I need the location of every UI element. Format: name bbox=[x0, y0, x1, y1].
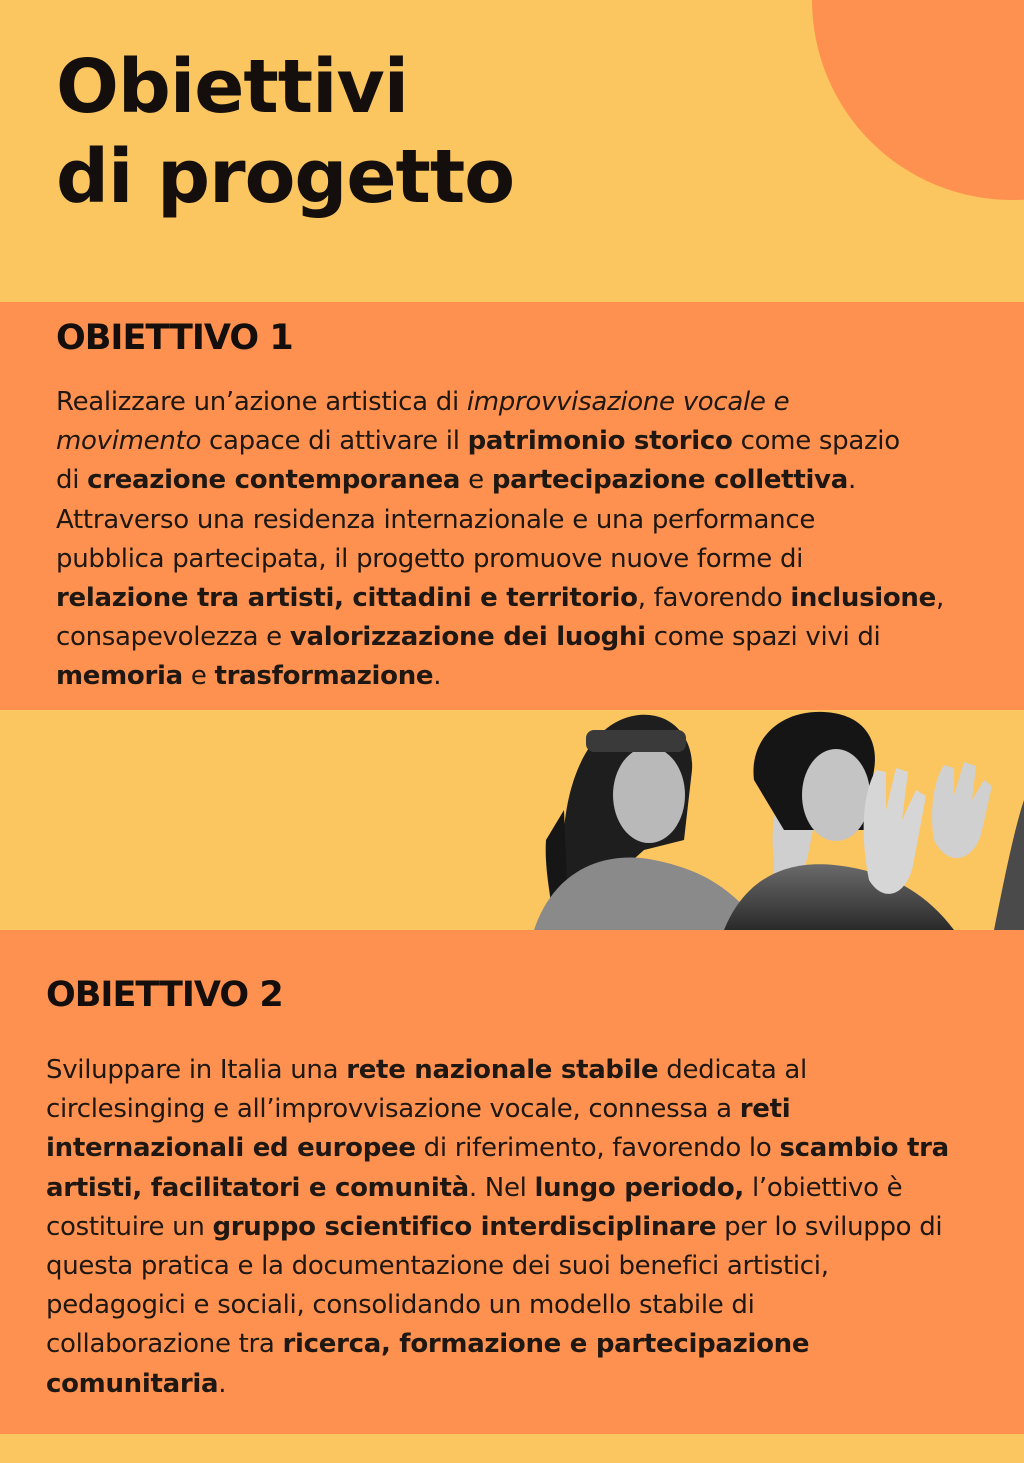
objective-1-heading: OBIETTIVO 1 bbox=[56, 318, 293, 358]
bold-run: relazione tra artisti, cittadini e territorio bbox=[56, 583, 638, 614]
text-line bbox=[46, 1090, 1006, 1129]
text-run: di bbox=[56, 465, 88, 496]
text-line bbox=[56, 422, 1006, 461]
decorative-circle bbox=[812, 0, 1024, 200]
performers-photo bbox=[524, 710, 1024, 930]
bold-run: ricerca, formazione e partecipazione bbox=[282, 1329, 810, 1360]
text-line bbox=[46, 1051, 1006, 1090]
bold-run: partecipazione collettiva bbox=[491, 465, 848, 496]
text-run: e bbox=[182, 661, 215, 692]
text-run: , favorendo bbox=[637, 583, 791, 614]
bold-run: gruppo scientifico interdisciplinare bbox=[212, 1211, 717, 1242]
text-run: . bbox=[433, 661, 442, 692]
text-run: collaborazione tra bbox=[46, 1329, 283, 1360]
italic-run: movimento bbox=[56, 426, 202, 457]
title-line-2: di progetto bbox=[56, 134, 515, 220]
text-line bbox=[56, 540, 1006, 579]
text-run: , bbox=[935, 583, 944, 614]
objective-2-text bbox=[46, 1051, 1006, 1404]
italic-run: improvvisazione vocale e bbox=[466, 387, 790, 417]
text-run: . Nel bbox=[468, 1172, 535, 1203]
text-run: come spazi vivi di bbox=[645, 622, 881, 653]
text-line bbox=[46, 1325, 1006, 1364]
text-run: Attraverso una residenza internazionale e una performance bbox=[56, 504, 816, 535]
bold-run: valorizzazione dei luoghi bbox=[289, 622, 646, 653]
text-run: capace di attivare il bbox=[201, 426, 468, 457]
text-line bbox=[46, 1365, 1006, 1404]
text-run: pubblica partecipata, il progetto promuove nuove forme di bbox=[56, 543, 804, 574]
text-line bbox=[56, 618, 1006, 657]
text-line bbox=[56, 579, 1006, 618]
text-run: e bbox=[460, 465, 492, 496]
text-line bbox=[56, 461, 1006, 500]
text-line bbox=[56, 657, 1006, 696]
page-title bbox=[56, 42, 514, 222]
bold-run: creazione contemporanea bbox=[87, 465, 461, 496]
objective-2-heading: OBIETTIVO 2 bbox=[46, 975, 283, 1015]
text-run: dedicata al bbox=[658, 1055, 807, 1085]
bold-run: memoria bbox=[56, 661, 183, 692]
text-run: circlesinging e all’improvvisazione vocale, connessa a bbox=[46, 1094, 740, 1125]
bold-run: scambio tra bbox=[779, 1133, 949, 1164]
bold-run: trasformazione bbox=[214, 661, 434, 692]
text-run: Realizzare un’azione artistica di bbox=[56, 387, 467, 417]
bold-run: patrimonio storico bbox=[467, 426, 733, 457]
text-run: l’obiettivo è bbox=[744, 1172, 903, 1203]
text-line bbox=[56, 501, 1006, 540]
text-line bbox=[46, 1208, 1006, 1247]
text-run: consapevolezza e bbox=[56, 622, 290, 653]
text-line bbox=[56, 383, 1006, 422]
bold-run: internazionali ed europee bbox=[46, 1133, 416, 1164]
text-run: questa pratica e la documentazione dei suoi benefici artistici, bbox=[46, 1251, 829, 1282]
text-run: di riferimento, favorendo lo bbox=[415, 1133, 780, 1164]
text-line bbox=[46, 1169, 1006, 1208]
objective-1-text bbox=[56, 383, 1006, 697]
text-line bbox=[46, 1247, 1006, 1286]
text-run: . bbox=[218, 1368, 227, 1399]
bold-run: reti bbox=[739, 1094, 791, 1125]
performers-image bbox=[524, 710, 1024, 930]
text-line bbox=[46, 1129, 1006, 1168]
bold-run: rete nazionale stabile bbox=[346, 1055, 659, 1085]
text-run: costituire un bbox=[46, 1211, 213, 1242]
text-run: per lo sviluppo di bbox=[716, 1211, 943, 1242]
text-run: come spazio bbox=[732, 426, 900, 457]
text-run: . bbox=[847, 465, 856, 496]
bold-run: inclusione bbox=[790, 583, 936, 614]
bold-run: artisti, facilitatori e comunità bbox=[46, 1172, 469, 1203]
bold-run: lungo periodo, bbox=[534, 1172, 744, 1203]
text-run: pedagogici e sociali, consolidando un modello stabile di bbox=[46, 1290, 755, 1321]
bold-run: comunitaria bbox=[46, 1368, 219, 1399]
text-line bbox=[46, 1286, 1006, 1325]
title-line-1: Obiettivi bbox=[56, 44, 409, 130]
text-run: Sviluppare in Italia una bbox=[46, 1055, 347, 1085]
